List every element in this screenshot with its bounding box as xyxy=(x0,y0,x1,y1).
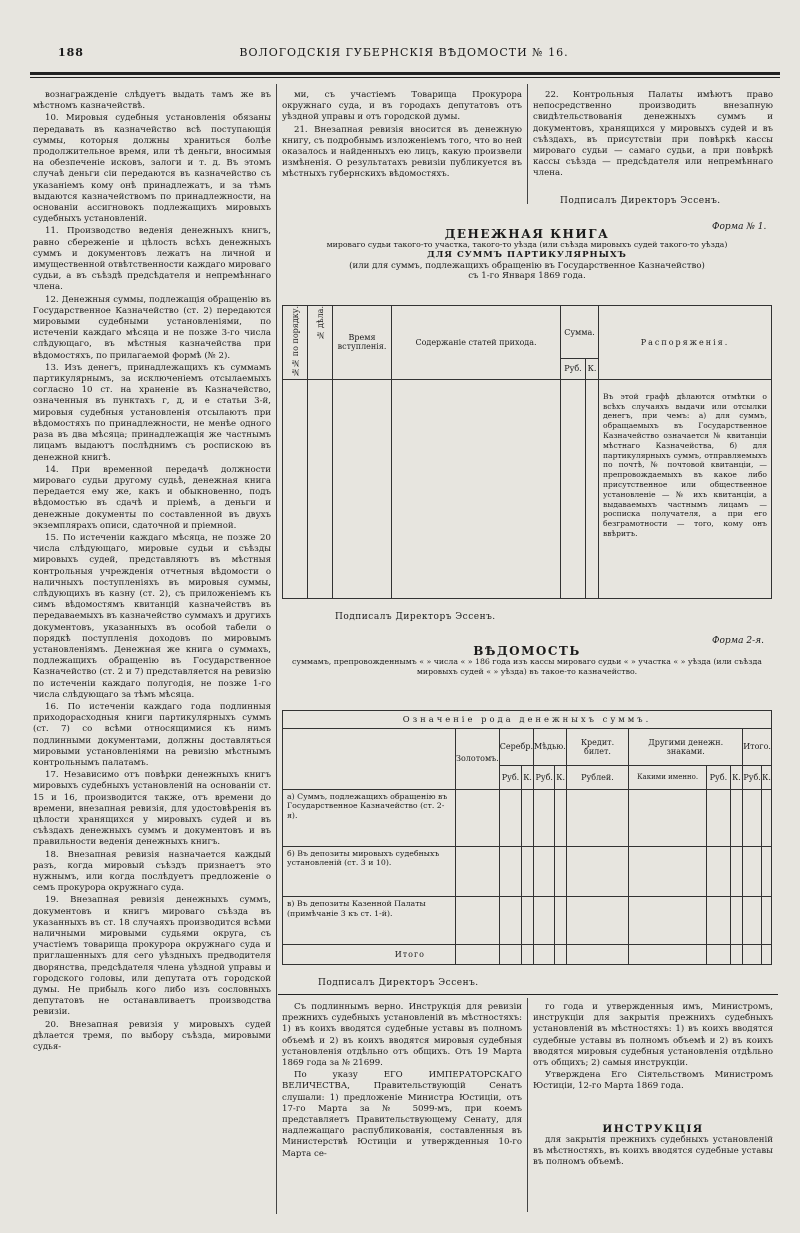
cell-empty xyxy=(561,379,586,598)
article-paragraph: 11. Производство веденія денежныхъ книгъ, равно сбереженіе и цѣлость всѣхъ денежныхъ суммъ и документовъ лежатъ на личной и имущественной отвѣтственности каждаго мироваго судьи, а въ съѣздѣ предсѣдателя и непремѣннаго члена. xyxy=(33,226,271,293)
middle-column-top xyxy=(282,90,522,210)
col-kop: К. xyxy=(586,359,599,379)
page-number: 188 xyxy=(58,46,84,59)
article-paragraph: го года и утвержденныя имъ, Министромъ, инструкціи для закрытія прежнихъ судебныхъ установленій въ мѣстностяхъ: 1) въ коихъ вводятся судебные уставы въ полномъ объемѣ и 2) въ коихъ вводятся мировыя судебныя установленія отдѣльно отъ общихъ; 2) самыя инструкціи. xyxy=(533,1002,773,1069)
col-rub: Руб. xyxy=(561,359,586,379)
article-paragraph: 12. Денежныя суммы, подлежащія обращенію въ Государственное Казначейство (ст. 2) передаются мировыми судебными установленіями, по истеченіи каждаго мѣсяца и не позже 3-го числа слѣдующаго, въ мѣстныя казначейства при вѣдомостяхъ, по прилагаемой формѣ (№ 2). xyxy=(33,294,271,361)
header-rule-thick xyxy=(30,72,780,75)
left-column xyxy=(33,90,271,1210)
form1-subtitle1: мироваго судьи такого-то участка, такого-то уѣзда (или съѣзда мировыхъ судей такого-то уѣзда) xyxy=(326,239,728,249)
form2-label: Форма 2-я. xyxy=(712,636,764,646)
row-a: а) Суммъ, подлежащихъ обращенію въ Государственное Казначейство (ст. 2-я). xyxy=(283,789,456,846)
sub-kop: К. xyxy=(762,765,772,789)
article-paragraph: Утверждена Его Сіятельствомъ Министромъ Юстиціи, 12-го Марта 1869 года. xyxy=(533,1070,773,1092)
column-divider-bottom xyxy=(527,998,528,1212)
sub-kop: К. xyxy=(730,765,742,789)
section-rule xyxy=(278,994,778,995)
signature-top-right: Подписалъ Директоръ Эссенъ. xyxy=(560,196,721,206)
article-paragraph: 10. Мировыя судебныя установленія обязаны передавать въ казначейство всѣ поступающія суммы, которыя должны храниться болѣе продолжительное время, или тѣ деньги, вносимыя на обезпеченіе исковъ, залоги и т. д. Въ этомъ случаѣ деньги сіи передаются въ казначейство съ указаніемъ кому онѣ принадлежатъ, и за тѣмъ выдаются казначействомъ по принадлежности, на основаніи ассигновокъ подлежащихъ мировыхъ судебныхъ установленій. xyxy=(33,113,271,225)
article-paragraph: 13. Изъ денегъ, принадлежащихъ къ суммамъ партикулярнымъ, за исключеніемъ отсылаемыхъ согласно 10 ст. на храненіе въ Казначейство, означенныя въ пунктахъ г, д, и е статьи 3-й, мировыя судебныя установленія отсылаютъ при вѣдомостяхъ по принадлежности, не менѣе одного раза въ два мѣсяца; принадлежащія же частнымъ лицамъ выдаютъ послѣднимъ съ роспискою въ денежной книгѣ. xyxy=(33,362,271,463)
row-b: б) Въ депозиты мировыхъ судебныхъ установленій (ст. 3 и 10). xyxy=(283,846,456,896)
bottom-right-column xyxy=(533,1002,773,1120)
col-time: Время вступленія. xyxy=(333,306,392,380)
page-header xyxy=(30,46,778,66)
form1-heading xyxy=(282,229,772,282)
article-paragraph: 14. При временной передачѣ должности мироваго судьи другому судьѣ, денежная книга передается ему же, какъ и обыкновенно, подъ вѣдомостью въ сдачѣ и пріемѣ, а деньги и денежные документы по составленной въ двухъ экземплярахъ описи, сдаточной и пріемной. xyxy=(33,464,271,531)
form2-subtitle: суммамъ, препровожденнымъ « » числа « » 186 года изъ кассы мироваго судьи « » участка « » уѣзда (или съѣзда мировыхъ судей « » уѣзда) въ такое-то казначейство. xyxy=(292,656,762,676)
form1-title: ДЕНЕЖНАЯ КНИГА xyxy=(444,227,610,241)
article-paragraph: 17. Независимо отъ повѣрки денежныхъ книгъ мировыхъ судебныхъ установленій на основаніи ст. 15 и 16, производится также, отъ времени до времени, внезапная ревизія, для удостовѣренія въ цѣлости хранящихся у мировыхъ судей и въ съѣздахъ денежныхъ суммъ и документовъ и въ правильности веденія денежныхъ книгъ. xyxy=(33,770,271,848)
right-column-top xyxy=(533,90,773,190)
sub-rubley: Рублей. xyxy=(566,765,628,789)
sub-rub: Руб. xyxy=(534,765,555,789)
form1-subtitle2: ДЛЯ СУММЪ ПАРТИКУЛЯРНЫХЪ xyxy=(427,250,627,260)
sub-kakimi: Какими именно. xyxy=(629,765,707,789)
cell-empty xyxy=(333,379,392,598)
col-orders: Распоряженія. xyxy=(599,306,772,380)
form2-corner xyxy=(283,728,456,789)
article-paragraph: ми, съ участіемъ Товарища Прокурора окружнаго суда, и въ городахъ депутатовъ отъ уѣздной управы и отъ городской думы. xyxy=(282,90,522,123)
article-paragraph: По указу ЕГО ИМПЕРАТОРСКАГО ВЕЛИЧЕСТВА, Правительствующій Сенатъ слушали: 1) предложеніе Министра Юстиціи, отъ 17-го Марта за № 5099-мъ, при коемъ представляетъ Правительствующему Сенату, для надлежащаго распубликованія, составленныя въ Министерствѣ Юстиціи и утвержденныя 10-го Марта се- xyxy=(282,1070,522,1159)
col-total: Итого. xyxy=(743,728,772,765)
article-paragraph: Съ подлиннымъ верно. Инструкція для ревизіи прежнихъ судебныхъ установленій въ мѣстностяхъ: 1) въ коихъ вводятся судебные уставы въ полномъ объемѣ и 2) въ коихъ вводятся мировыя судебныя установленія отдѣльно отъ общихъ. Отъ 19 Марта 1869 года за № 21699. xyxy=(282,1002,522,1069)
col-other: Другими денежн. знаками. xyxy=(629,728,743,765)
col-sum: Сумма. xyxy=(561,306,599,359)
instruction-title: ИНСТРУКЦІЯ xyxy=(602,1123,704,1135)
article-paragraph: 18. Внезапная ревизія назначается каждый разъ, когда мировый съѣздъ признаетъ это нужнымъ, или когда послѣдуетъ предложеніе о семъ прокурора окружнаго суда. xyxy=(33,849,271,894)
form2-head: Означеніе рода денежныхъ суммъ. xyxy=(283,711,772,729)
form2-title: ВѢДОМОСТЬ xyxy=(473,644,581,658)
page-title: ВОЛОГОДСКІЯ ГУБЕРНСКІЯ ВѢДОМОСТИ № 16. xyxy=(239,46,569,59)
sub-rub: Руб. xyxy=(743,765,762,789)
form2-heading xyxy=(282,646,772,677)
article-paragraph: 15. По истеченіи каждаго мѣсяца, не позже 20 числа слѣдующаго, мировые судьи и съѣзды мировыхъ судей, представляютъ въ мѣстныя контрольныя учрежденія отчетныя вѣдомости о наличныхъ поступленіяхъ въ мировыя суммы, слѣдующихъ въ казну (ст. 2), съ приложеніемъ къ симъ вѣдомостямъ квитанцій казначействъ въ передаваемыхъ въ казначейство суммахъ и другихъ документовъ, указанныхъ въ особой табели о порядкѣ поступленія доходовъ по мировымъ установленіямъ. Денежная же книга о суммахъ, подлежащихъ обращенію въ Государственное Казначейство (ст. 2 и 7) представляется на ревизію по истеченіи каждаго полугодія, не позже 1-го числа слѣдующаго за тѣмъ мѣсяца. xyxy=(33,532,271,700)
article-paragraph: 21. Внезапная ревизія вносится въ денежную книгу, съ подробнымъ изложеніемъ того, что во ней оказалось и найденныхъ ею лицъ, какую произвели измѣненія. О результатахъ ревизіи публикуется въ мѣстныхъ губернскихъ вѣдомостяхъ. xyxy=(282,124,522,180)
signature-form1: Подписалъ Директоръ Эссенъ. xyxy=(335,612,496,622)
instruction-block xyxy=(533,1124,773,1168)
form1-table xyxy=(282,305,772,599)
col-case: № дѣла. xyxy=(315,306,325,340)
cell-empty xyxy=(283,379,308,598)
form1-subtitle4: съ 1-го Января 1869 года. xyxy=(468,271,586,281)
col-copper: Мѣдью. xyxy=(534,728,567,765)
column-divider-left xyxy=(276,84,277,1214)
article-paragraph: 16. По истеченіи каждаго года подлинныя приходорасходныя книги партикулярныхъ суммъ (ст. 7) со всѣми относящимися къ нимъ подлинными документами, должны доставляться мировыми установленіями на ревизію мѣстнымъ контрольнымъ палатамъ. xyxy=(33,701,271,768)
col-credit: Кредит. билет. xyxy=(566,728,628,765)
sub-rub: Руб. xyxy=(707,765,731,789)
col-num: №№ по порядку. xyxy=(290,306,300,377)
cell-empty xyxy=(308,379,333,598)
col-gold: Золотомъ. xyxy=(456,728,500,789)
form2-table xyxy=(282,710,772,965)
cell-empty xyxy=(586,379,599,598)
form1-subtitle3: (или для суммъ, подлежащихъ обращенію въ Государственное Казначейство) xyxy=(349,260,705,271)
article-paragraph: вознагражденіе слѣдуетъ выдать тамъ же въ мѣстномъ казначействѣ. xyxy=(33,90,271,112)
bottom-middle-column xyxy=(282,1002,522,1212)
header-rule-thin xyxy=(30,77,780,78)
row-c: в) Въ депозиты Казенной Палаты (примѣчаніе 3 къ ст. 1-й). xyxy=(283,897,456,945)
instruction-text: для закрытія прежнихъ судебныхъ установленій въ мѣстностяхъ, въ коихъ вводятся судебные уставы въ полномъ объемѣ. xyxy=(533,1134,773,1167)
article-paragraph: 22. Контрольныя Палаты имѣютъ право непосредственно производить внезапную свидѣтельствованія денежныхъ суммъ и документовъ, хранящихся у мировыхъ судей и въ съѣздахъ, въ присутствіи при повѣркѣ кассы мироваго судьи — самаго судьи, а при повѣркѣ кассы съѣзда — предсѣдателя или непремѣннаго члена. xyxy=(533,90,773,179)
orders-note: Въ этой графѣ дѣлаются отмѣтки о всѣхъ случаяхъ выдачи или отсылки денегъ, при чемъ: а) для суммъ, обращаемыхъ въ Государственное Казначейство означается № квитанціи мѣстнаго Казначейства, б) для партикулярныхъ суммъ, отправляемыхъ по почтѣ, № почтовой квитанціи, — препровождаемыхъ въ какое либо присутственное или общественное установленіе — № ихъ квитанціи, а выдаваемыхъ частнымъ лицамъ — росписка получателя, а при его безграмотности — того, кому онъ ввѣритъ. xyxy=(599,379,772,598)
signature-form2: Подписалъ Директоръ Эссенъ. xyxy=(318,978,479,988)
sub-kop: К. xyxy=(522,765,534,789)
article-paragraph: 20. Внезапная ревизія у мировыхъ судей дѣлается тремя, по выбору съѣзда, мировыми судья- xyxy=(33,1019,271,1053)
sub-rub: Руб. xyxy=(499,765,521,789)
col-silver: Серебр. xyxy=(499,728,533,765)
column-divider-right-top xyxy=(527,84,528,204)
row-total: Итого xyxy=(283,945,456,965)
cell-empty xyxy=(392,379,561,598)
article-paragraph: 19. Внезапная ревизія денежныхъ суммъ, документовъ и книгъ мироваго съѣзда въ указанныхъ въ ст. 18 случаяхъ производится всѣми наличными мировыми судьями округа, съ участіемъ товарища прокурора окружнаго суда и приглашенныхъ для сего уѣздныхъ предводителя дворянства, предсѣдателя члена уѣздной управы и городского головы, или депутата отъ городской думы. Не прибыль кого либо изъ сословныхъ депутатовъ не останавливаетъ производства ревизіи. xyxy=(33,895,271,1018)
sub-kop: К. xyxy=(555,765,566,789)
form1-label: Форма № 1. xyxy=(712,222,767,232)
col-content: Содержаніе статей прихода. xyxy=(392,306,561,380)
